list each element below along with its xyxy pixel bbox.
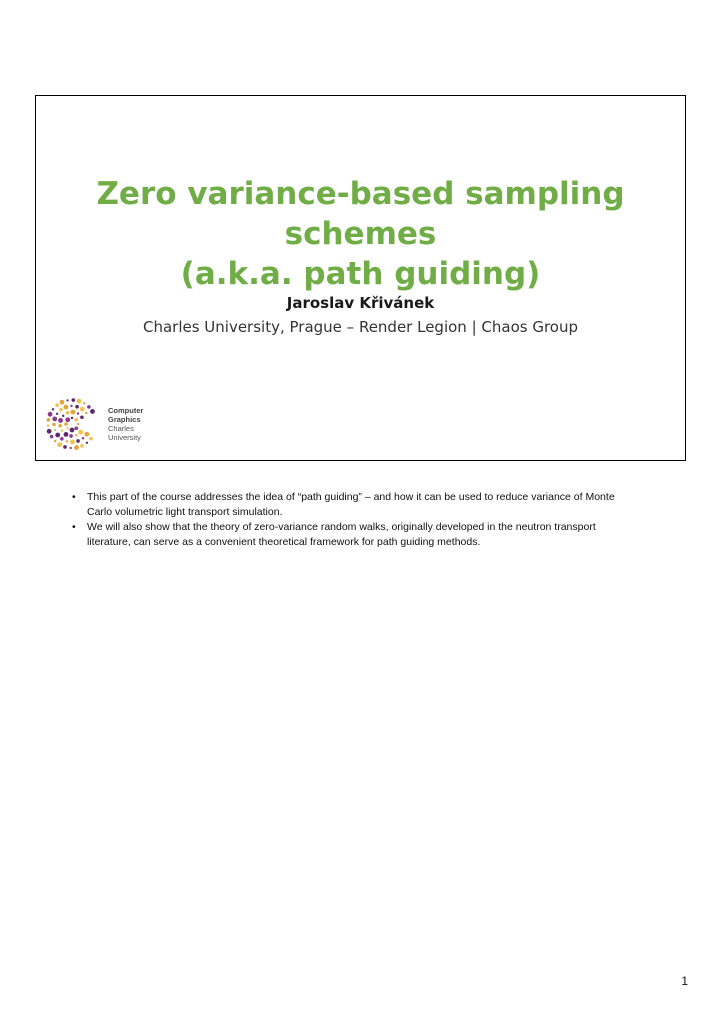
logo-dot xyxy=(47,424,49,426)
logo-dot xyxy=(72,398,76,402)
logo-dot xyxy=(70,440,75,445)
logo-dot xyxy=(57,442,62,447)
logo-line-2: Graphics xyxy=(108,415,141,424)
logo-dot xyxy=(77,423,79,425)
logo-dot xyxy=(52,423,56,427)
logo-dot xyxy=(55,433,60,438)
note-item-2: • We will also show that the theory of zero-variance random walks, originally developed in the neutron transport literature, can serve as a convenient theoretical framework for path guiding methods. xyxy=(72,520,632,550)
logo-dot xyxy=(80,415,84,419)
author-name: Jaroslav Křivánek xyxy=(286,294,435,312)
logo-dot xyxy=(52,417,57,422)
logo-dot xyxy=(63,445,67,449)
logo-dot xyxy=(77,412,79,414)
logo-dot xyxy=(71,417,73,419)
logo-dot xyxy=(60,437,64,441)
logo-dot xyxy=(64,432,69,437)
logo-dot xyxy=(47,418,51,422)
logo-dot xyxy=(70,447,72,449)
logo-dot xyxy=(74,445,79,450)
logo-dot xyxy=(69,434,73,438)
logo-dot xyxy=(74,426,78,430)
logo-dot xyxy=(54,429,56,431)
logo-dot xyxy=(77,399,82,404)
logo-dot xyxy=(56,413,58,415)
logo-dot xyxy=(60,400,65,405)
logo-dot xyxy=(78,430,83,435)
logo-dot xyxy=(58,424,62,428)
logo-dot xyxy=(71,410,76,415)
logo-dot xyxy=(89,437,93,441)
logo-dot xyxy=(70,428,75,433)
logo-dot xyxy=(59,408,63,412)
logo-text xyxy=(108,406,143,442)
logo-dot xyxy=(76,439,80,443)
author-affiliation: Charles University, Prague – Render Legion | Chaos Group xyxy=(142,318,578,336)
title-line-1: Zero variance-based sampling schemes xyxy=(96,176,625,252)
logo-dot xyxy=(70,405,72,407)
logo-dot xyxy=(66,399,68,401)
logo-dot xyxy=(58,418,63,423)
logo-dot xyxy=(80,444,84,448)
logo-dot xyxy=(48,412,53,417)
slide-title xyxy=(36,174,685,294)
logo-dot xyxy=(83,402,85,404)
logo-line-1: Computer xyxy=(108,406,144,415)
logo-dot xyxy=(66,440,68,442)
logo-dot xyxy=(80,407,85,412)
logo-line-4: University xyxy=(108,433,141,442)
logo-dot xyxy=(50,435,54,439)
logo-dot xyxy=(47,429,52,434)
logo-dot xyxy=(82,437,84,439)
logo-line-3: Charles xyxy=(108,424,134,433)
logo-dot xyxy=(75,405,79,409)
logo-dot xyxy=(74,418,78,422)
logo-dot xyxy=(64,405,69,410)
dot-circle-logo-icon xyxy=(46,398,106,450)
logo-dot xyxy=(86,442,88,444)
logo-dot xyxy=(52,408,54,410)
logo-dot xyxy=(61,430,63,432)
slide-frame xyxy=(35,95,686,461)
logo-dot xyxy=(55,403,59,407)
university-logo xyxy=(46,398,166,450)
title-line-2: (a.k.a. path guiding) xyxy=(180,256,541,292)
page-number: 1 xyxy=(681,974,688,988)
logo-dot xyxy=(84,432,89,437)
logo-dot xyxy=(64,422,68,426)
logo-dot xyxy=(66,411,70,415)
logo-dot xyxy=(87,405,91,409)
note-item-1: • This part of the course addresses the idea of “path guiding” – and how it can be used to reduce variance of Monte Carlo volumetric light transport simulation. xyxy=(72,490,632,520)
speaker-notes xyxy=(72,490,632,550)
logo-dot xyxy=(90,409,95,414)
logo-dot xyxy=(85,412,87,414)
logo-dot xyxy=(54,440,56,442)
logo-dot xyxy=(62,415,64,417)
logo-dot xyxy=(67,427,69,429)
logo-dot xyxy=(75,434,77,436)
logo-dot xyxy=(65,417,70,422)
